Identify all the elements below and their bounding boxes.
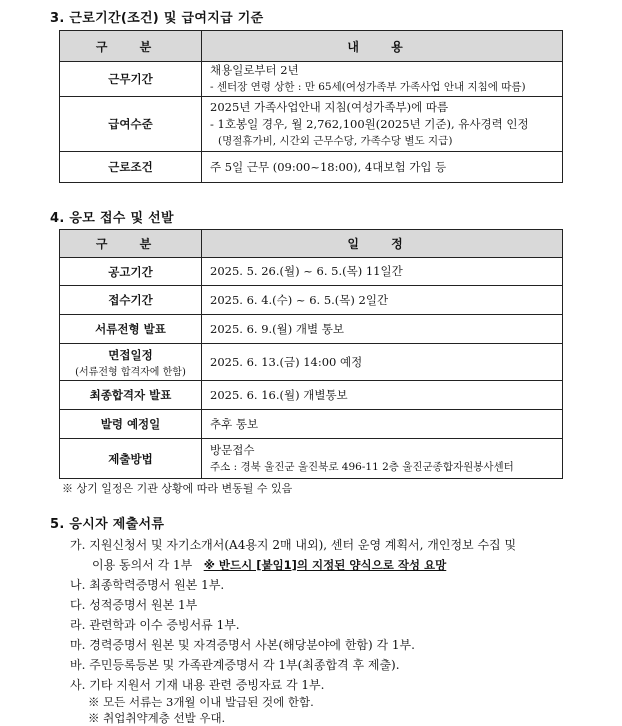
section-4-title: 4. 응모 접수 및 선발 xyxy=(50,211,174,226)
row-label: 최종합격자 발표 xyxy=(60,381,202,410)
content-line: 채용일로부터 2년 xyxy=(210,63,299,77)
row-content xyxy=(202,62,563,97)
header-cell-category: 구 분 xyxy=(60,230,202,258)
documents-note: ※ 모든 서류는 3개월 이내 발급된 것에 한함. xyxy=(88,695,314,709)
row-content xyxy=(202,439,563,479)
section-3-title: 3. 근로기간(조건) 및 급여지급 기준 xyxy=(50,11,264,26)
content-line: - 센터장 연령 상한 : 만 65세(여성가족부 가족사업 안내 지침에 따름) xyxy=(210,81,526,93)
content-line: 2025년 가족사업안내 지침(여성가족부)에 따름 xyxy=(210,99,449,114)
table-row xyxy=(60,410,563,439)
table-header-row xyxy=(60,230,563,258)
schedule-note: ※ 상기 일정은 기관 상황에 따라 변동될 수 있음 xyxy=(62,482,293,495)
table-row xyxy=(60,152,563,183)
section-3-table xyxy=(59,30,563,183)
list-item-text: 이용 동의서 각 1부 xyxy=(92,558,193,572)
content-line: (명절휴가비, 시간외 근무수당, 가족수당 별도 지급) xyxy=(218,134,453,147)
content-line: 주소 : 경북 울진군 울진북로 496-11 2층 울진군종합자원봉사센터 xyxy=(210,460,514,473)
header-cell-schedule: 일 정 xyxy=(202,230,563,258)
section-5-title: 5. 응시자 제출서류 xyxy=(50,517,165,532)
documents-note: ※ 취업취약계층 선발 우대. xyxy=(88,711,226,725)
row-label: 제출방법 xyxy=(60,439,202,479)
row-content: 2025. 6. 13.(금) 14:00 예정 xyxy=(202,344,563,381)
row-content: 2025. 6. 9.(월) 개별 통보 xyxy=(202,315,563,344)
row-label: 발령 예정일 xyxy=(60,410,202,439)
table-row xyxy=(60,286,563,315)
list-item: 사. 기타 지원서 기재 내용 관련 증빙자료 각 1부. xyxy=(70,678,325,692)
header-cell-category: 구 분 xyxy=(60,31,202,62)
table-row xyxy=(60,62,563,97)
list-item-continued xyxy=(92,556,446,573)
table-row xyxy=(60,315,563,344)
row-label-main: 면접일정 xyxy=(108,347,153,362)
table-row xyxy=(60,97,563,152)
table-row xyxy=(60,439,563,479)
list-item: 나. 최종학력증명서 원본 1부. xyxy=(70,578,225,592)
row-content xyxy=(202,97,563,152)
row-content: 추후 통보 xyxy=(202,410,563,439)
row-label: 근로조건 xyxy=(60,152,202,183)
row-content: 2025. 6. 4.(수) ~ 6. 5.(목) 2일간 xyxy=(202,286,563,315)
header-cell-content: 내 용 xyxy=(202,31,563,62)
row-label: 공고기간 xyxy=(60,258,202,286)
row-content: 주 5일 근무 (09:00~18:00), 4대보험 가입 등 xyxy=(202,152,563,183)
list-item: 마. 경력증명서 원본 및 자격증명서 사본(해당분야에 한함) 각 1부. xyxy=(70,638,415,652)
list-item: 다. 성적증명서 원본 1부 xyxy=(70,598,198,612)
list-item: 라. 관련학과 이수 증빙서류 1부. xyxy=(70,618,240,632)
row-content: 2025. 5. 26.(월) ~ 6. 5.(목) 11일간 xyxy=(202,258,563,286)
row-label: 근무기간 xyxy=(60,62,202,97)
row-label: 급여수준 xyxy=(60,97,202,152)
table-row xyxy=(60,258,563,286)
list-item: 가. 지원신청서 및 자기소개서(A4용지 2매 내외), 센터 운영 계획서, 개인정보 수집 및 xyxy=(70,538,517,552)
table-row xyxy=(60,344,563,381)
row-label xyxy=(60,344,202,381)
emphasis-note: ※ 반드시 [붙임1]의 지정된 양식으로 작성 요망 xyxy=(203,558,447,572)
row-label-sub: (서류전형 합격자에 한함) xyxy=(75,366,186,378)
table-header-row xyxy=(60,31,563,62)
row-content: 2025. 6. 16.(월) 개별통보 xyxy=(202,381,563,410)
row-label: 서류전형 발표 xyxy=(60,315,202,344)
table-row xyxy=(60,381,563,410)
content-line: - 1호봉일 경우, 월 2,762,100원(2025년 기준), 유사경력 인정 xyxy=(210,116,529,131)
content-line: 방문접수 xyxy=(210,442,255,457)
list-item: 바. 주민등록등본 및 가족관계증명서 각 1부(최종합격 후 제출). xyxy=(70,658,400,672)
section-4-table xyxy=(59,229,563,479)
row-label: 접수기간 xyxy=(60,286,202,315)
